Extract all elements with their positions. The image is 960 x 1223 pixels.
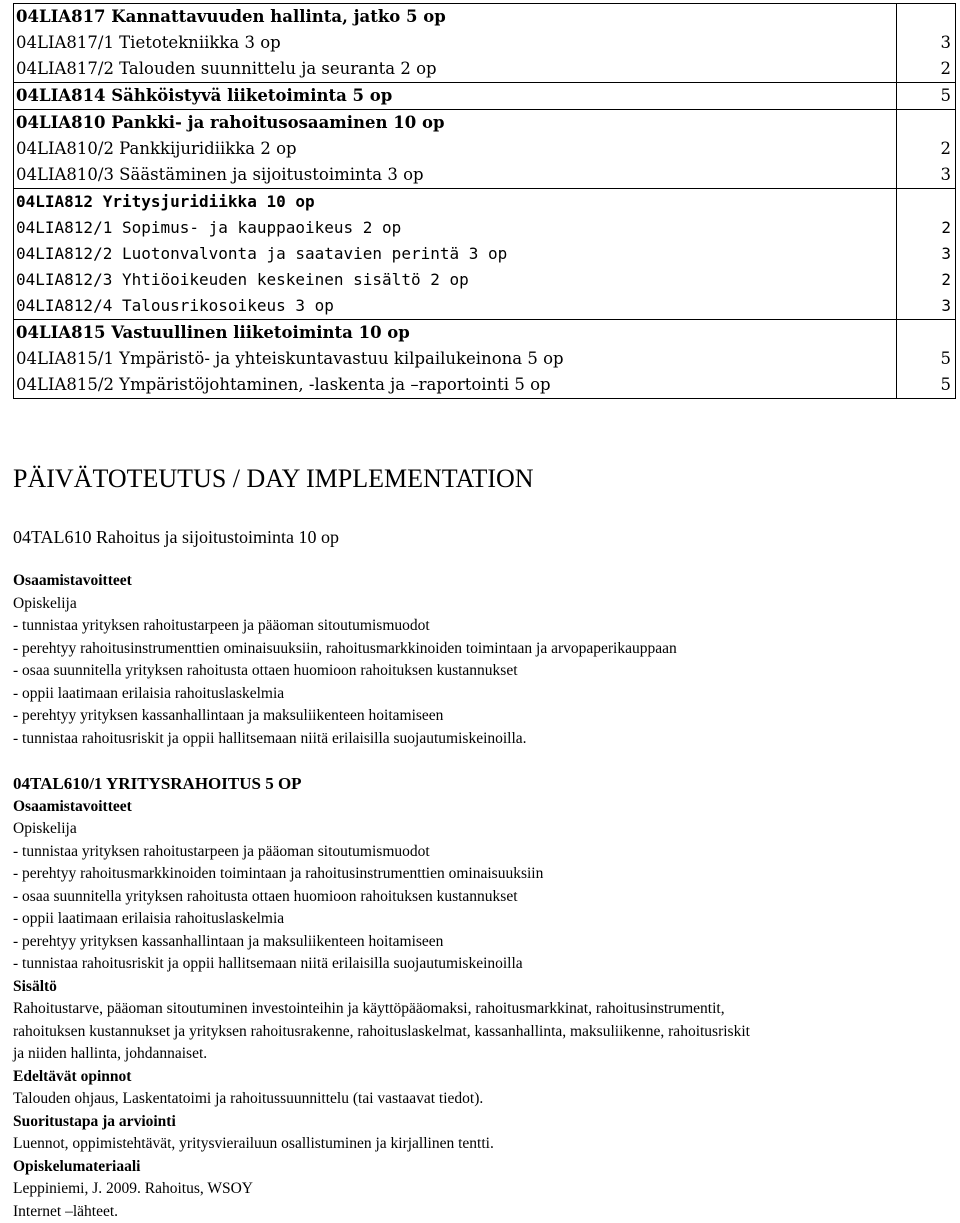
text-line: Opiskelija bbox=[13, 818, 750, 841]
section-label: Opiskelumateriaali bbox=[13, 1156, 750, 1179]
section-label: Suoritustapa ja arviointi bbox=[13, 1111, 750, 1134]
text-line: - tunnistaa yrityksen rahoitustarpeen ja pääoman sitoutumismuodot bbox=[13, 841, 750, 864]
credit-points: 5 bbox=[899, 83, 951, 109]
credit-points bbox=[899, 320, 951, 346]
course-names-cell bbox=[14, 189, 897, 320]
text-line: - oppii laatimaan erilaisia rahoituslaskelmia bbox=[13, 908, 750, 931]
credit-points: 2 bbox=[899, 56, 951, 82]
course-title: 04TAL610 Rahoitus ja sijoitustoiminta 10 op bbox=[13, 525, 339, 549]
section-heading: PÄIVÄTOTEUTUS / DAY IMPLEMENTATION bbox=[13, 463, 534, 495]
text-line: ja niiden hallinta, johdannaiset. bbox=[13, 1043, 750, 1066]
text-line: Rahoitustarve, pääoman sitoutuminen investointeihin ja käyttöpääomaksi, rahoitusmarkkinat, rahoitusinstrumentit, bbox=[13, 998, 750, 1021]
course-unit-name: 04LIA817/2 Talouden suunnittelu ja seuranta 2 op bbox=[16, 56, 896, 82]
section-label: Osaamistavoitteet bbox=[13, 796, 750, 819]
course-module-name: 04LIA817 Kannattavuuden hallinta, jatko 5 op bbox=[16, 4, 896, 30]
text-line: Internet –lähteet. bbox=[13, 1201, 750, 1223]
text-line: - osaa suunnitella yrityksen rahoitusta ottaen huomioon rahoituksen kustannukset bbox=[13, 886, 750, 909]
text-line: - tunnistaa rahoitusriskit ja oppii hallitsemaan niitä erilaisilla suojautumiskeinoilla. bbox=[13, 728, 677, 751]
course-unit-name: 04LIA815/1 Ympäristö- ja yhteiskuntavastuu kilpailukeinona 5 op bbox=[16, 346, 896, 372]
credit-points: 3 bbox=[899, 241, 951, 267]
text-line: - tunnistaa yrityksen rahoitustarpeen ja pääoman sitoutumismuodot bbox=[13, 615, 677, 638]
credits-cell bbox=[897, 83, 956, 110]
course-module-name: 04LIA812 Yritysjuridiikka 10 op bbox=[16, 189, 896, 215]
course-unit-name: 04LIA812/3 Yhtiöoikeuden keskeinen sisältö 2 op bbox=[16, 267, 896, 293]
course-table bbox=[13, 3, 956, 399]
credit-points: 3 bbox=[899, 293, 951, 319]
course-names-cell bbox=[14, 320, 897, 399]
text-line: - oppii laatimaan erilaisia rahoituslaskelmia bbox=[13, 683, 677, 706]
course-unit-name: 04LIA810/3 Säästäminen ja sijoitustoiminta 3 op bbox=[16, 162, 896, 188]
course-unit-name: 04LIA812/2 Luotonvalvonta ja saatavien perintä 3 op bbox=[16, 241, 896, 267]
course-unit-name: 04LIA810/2 Pankkijuridiikka 2 op bbox=[16, 136, 896, 162]
text-line: - osaa suunnitella yrityksen rahoitusta ottaen huomioon rahoituksen kustannukset bbox=[13, 660, 677, 683]
course-unit-name: 04LIA815/2 Ympäristöjohtaminen, -laskenta ja –raportointi 5 op bbox=[16, 372, 896, 398]
course-unit-name: 04LIA812/1 Sopimus- ja kauppaoikeus 2 op bbox=[16, 215, 896, 241]
course-row bbox=[14, 110, 956, 189]
course-names-cell bbox=[14, 4, 897, 83]
text-line: rahoituksen kustannukset ja yrityksen rahoitusrakenne, rahoituslaskelmat, kassanhallinta, maksuliikenne, rahoitusriskit bbox=[13, 1021, 750, 1044]
credit-points: 3 bbox=[899, 162, 951, 188]
text-line: - tunnistaa rahoitusriskit ja oppii hallitsemaan niitä erilaisilla suojautumiskeinoilla bbox=[13, 953, 750, 976]
course-learning-outcomes bbox=[13, 570, 677, 750]
section-label: Edeltävät opinnot bbox=[13, 1066, 750, 1089]
text-line: Talouden ohjaus, Laskentatoimi ja rahoitussuunnittelu (tai vastaavat tiedot). bbox=[13, 1088, 750, 1111]
credit-points bbox=[899, 189, 951, 215]
text-line: - perehtyy rahoitusmarkkinoiden toimintaan ja rahoitusinstrumenttien ominaisuuksiin bbox=[13, 863, 750, 886]
course-row bbox=[14, 189, 956, 320]
credits-cell bbox=[897, 320, 956, 399]
course-row bbox=[14, 4, 956, 83]
course-row bbox=[14, 320, 956, 399]
credit-points: 2 bbox=[899, 136, 951, 162]
course-unit-name: 04LIA817/1 Tietotekniikka 3 op bbox=[16, 30, 896, 56]
text-line: Opiskelija bbox=[13, 593, 677, 616]
credit-points: 5 bbox=[899, 346, 951, 372]
text-line: - perehtyy rahoitusinstrumenttien ominaisuuksiin, rahoitusmarkkinoiden toimintaan ja arvopaperikauppaan bbox=[13, 638, 677, 661]
text-line: - perehtyy yrityksen kassanhallintaan ja maksuliikenteen hoitamiseen bbox=[13, 705, 677, 728]
credit-points bbox=[899, 4, 951, 30]
course-module-name: 04LIA814 Sähköistyvä liiketoiminta 5 op bbox=[16, 83, 896, 109]
section-label: Osaamistavoitteet bbox=[13, 570, 677, 593]
credit-points: 2 bbox=[899, 267, 951, 293]
credits-cell bbox=[897, 110, 956, 189]
course-module-name: 04LIA810 Pankki- ja rahoitusosaaminen 10 op bbox=[16, 110, 896, 136]
credit-points: 3 bbox=[899, 30, 951, 56]
course-row bbox=[14, 83, 956, 110]
course-names-cell bbox=[14, 110, 897, 189]
subcourse-body bbox=[13, 796, 750, 1223]
course-unit-name: 04LIA812/4 Talousrikosoikeus 3 op bbox=[16, 293, 896, 319]
subcourse-description bbox=[13, 773, 750, 1223]
subcourse-title: 04TAL610/1 YRITYSRAHOITUS 5 OP bbox=[13, 773, 750, 796]
text-line: Luennot, oppimistehtävät, yritysvierailuun osallistuminen ja kirjallinen tentti. bbox=[13, 1133, 750, 1156]
credit-points: 5 bbox=[899, 372, 951, 398]
course-names-cell bbox=[14, 83, 897, 110]
course-module-name: 04LIA815 Vastuullinen liiketoiminta 10 op bbox=[16, 320, 896, 346]
credits-cell bbox=[897, 4, 956, 83]
course-table-body bbox=[14, 4, 956, 399]
credit-points bbox=[899, 110, 951, 136]
credits-cell bbox=[897, 189, 956, 320]
section-label: Sisältö bbox=[13, 976, 750, 999]
text-line: Leppiniemi, J. 2009. Rahoitus, WSOY bbox=[13, 1178, 750, 1201]
credit-points: 2 bbox=[899, 215, 951, 241]
text-line: - perehtyy yrityksen kassanhallintaan ja maksuliikenteen hoitamiseen bbox=[13, 931, 750, 954]
